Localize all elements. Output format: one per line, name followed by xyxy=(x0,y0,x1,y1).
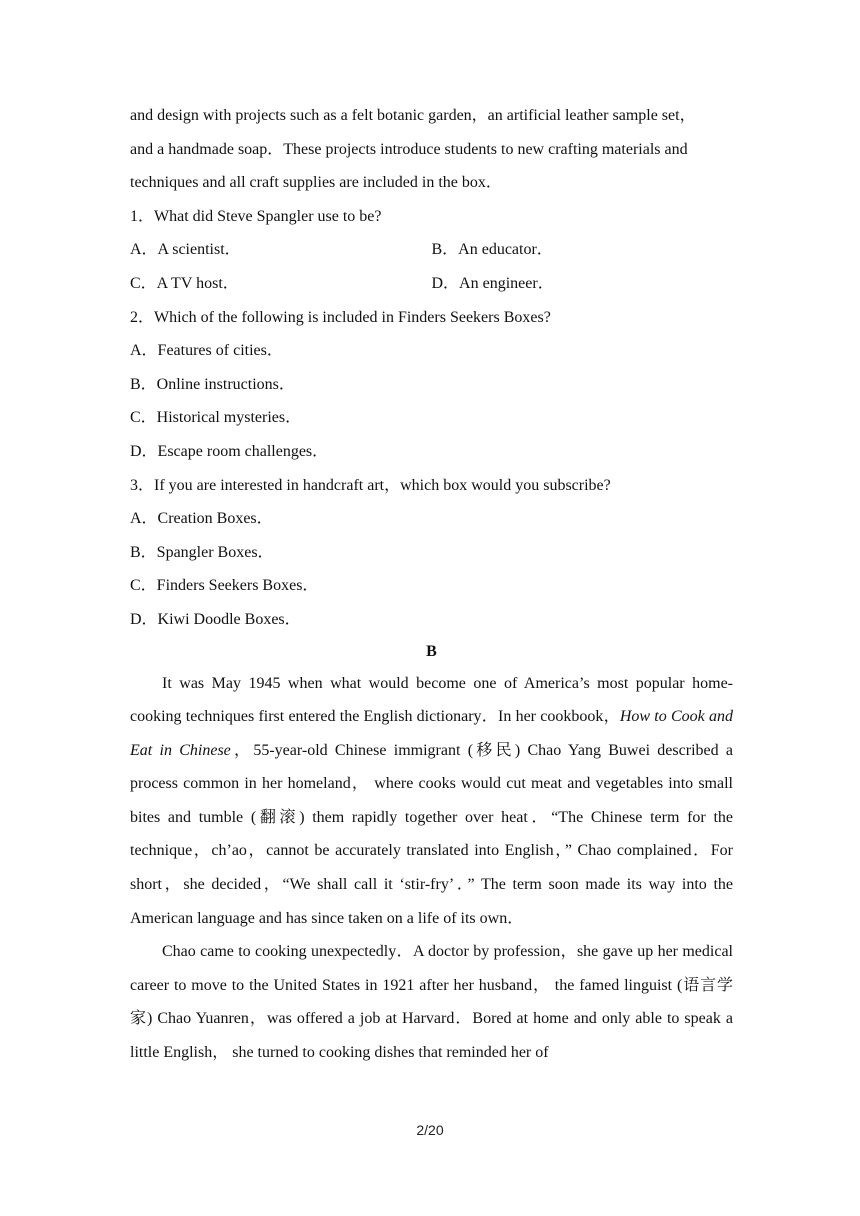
question-3-stem: 3．If you are interested in handcraft art，which box would you subscribe? xyxy=(130,476,611,494)
question-1-option-c: C．A TV host． xyxy=(130,274,239,292)
question-3-option-d: D．Kiwi Doodle Boxes． xyxy=(130,610,301,628)
intro-line: techniques and all craft supplies are included in the box． xyxy=(130,174,502,192)
question-1-option-a: A．A scientist． xyxy=(130,241,241,259)
passage-b-paragraph-2: Chao came to cooking unexpectedly．A doctor by profession，she gave up her medical career to move to the United States in 1921 after her husband， the famed linguist (语言学家) Chao Yuanren，was offered a job at Harvard．Bored at home and only able to speak a little English， she turned to cooking dishes that reminded her of xyxy=(130,943,733,1062)
question-1-options-row xyxy=(130,233,733,267)
question-3-option-a: A．Creation Boxes． xyxy=(130,510,273,528)
question-3-option-b: B．Spangler Boxes． xyxy=(130,543,274,561)
passage-b xyxy=(130,667,733,1070)
question-2-option-a: A．Features of cities． xyxy=(130,342,283,360)
question-2-option-d: D．Escape room challenges． xyxy=(130,442,329,460)
paragraph-text: ，55-year-old Chinese immigrant (移民) Chao Yang Buwei described a process common in her homeland， where cooks would cut meat and vegetables into small bites and tumble (翻滚) them rapidly together over heat．“The Chinese term for the technique，ch’ao，cannot be accurately translated into English，” Chao complained．For short，she decided，“We shall call it ‘stir-fry’．” The term soon made its way into the American language and has since taken on a life of its own． xyxy=(130,741,733,927)
book-title: How to Cook and Eat in Chinese xyxy=(130,708,733,759)
intro-line: and design with projects such as a felt botanic garden，an artificial leather sample set， xyxy=(130,107,696,124)
page-number: 2/20 xyxy=(416,1122,444,1138)
question-1-stem: 1．What did Steve Spangler use to be? xyxy=(130,207,382,225)
question-3-option-c: C．Finders Seekers Boxes． xyxy=(130,577,319,595)
question-2-option-b: B．Online instructions． xyxy=(130,375,295,393)
page-content xyxy=(130,99,733,1070)
question-1-options-row xyxy=(130,267,733,301)
question-1-option-b: B．An educator． xyxy=(431,241,553,259)
paragraph-text: It was May 1945 when what would become one of America’s most popular home-cooking techniques first entered the English dictionary．In her cookbook， xyxy=(130,674,733,726)
question-1-option-d: D．An engineer． xyxy=(431,274,554,292)
intro-line: and a handmade soap．These projects introduce students to new crafting materials and xyxy=(130,140,688,158)
section-heading: B xyxy=(426,642,437,660)
question-2-option-c: C．Historical mysteries． xyxy=(130,409,302,427)
passage-b-paragraph-1 xyxy=(130,667,733,936)
question-2-stem: 2．Which of the following is included in Finders Seekers Boxes? xyxy=(130,308,551,326)
